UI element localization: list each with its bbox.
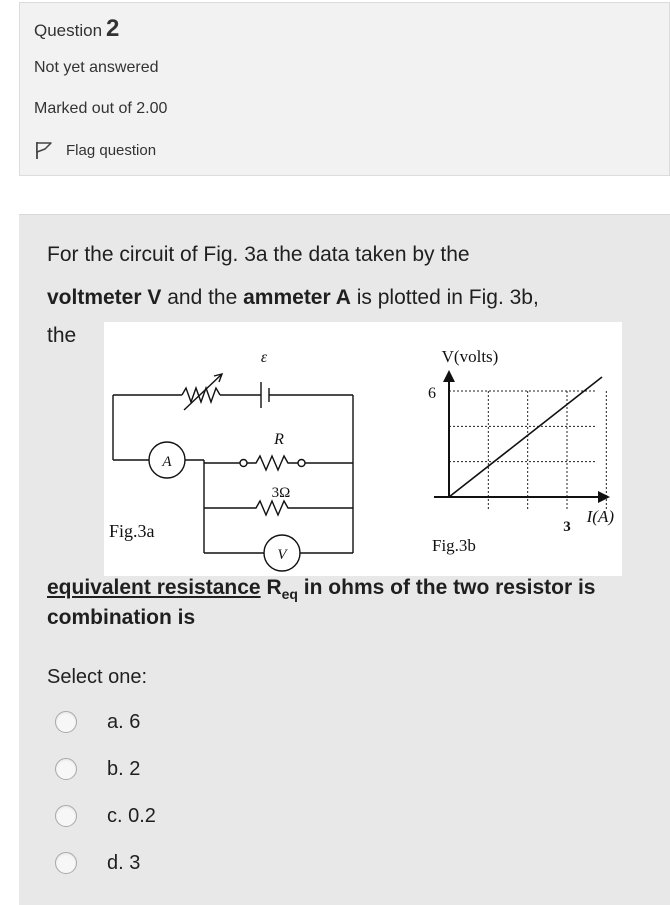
vi-graph <box>428 347 614 555</box>
option-label: c. 0.2 <box>107 804 156 827</box>
question-info-panel <box>19 2 670 176</box>
vi-line <box>449 377 602 497</box>
radio-button[interactable] <box>55 852 77 874</box>
radio-button[interactable] <box>55 758 77 780</box>
x-tick-label: 3 <box>563 519 571 535</box>
question-text-line-1: For the circuit of Fig. 3a the data taken by the <box>47 243 470 266</box>
question-label: Question <box>34 21 103 40</box>
option-d[interactable] <box>55 848 140 878</box>
option-a[interactable] <box>55 707 140 737</box>
three-ohm-label: 3Ω <box>271 485 291 501</box>
question-text-line-4: equivalent resistance $R_{eq}$ in ohms of the two resistor is <box>47 576 596 603</box>
radio-button[interactable] <box>55 805 77 827</box>
question-text-line-2: voltmeter V and the ammeter A is plotted in Fig. 3b, <box>47 286 539 309</box>
question-number: 2 <box>106 15 120 42</box>
fig-3b-caption: Fig.3b <box>432 536 476 555</box>
question-text-line-3: the <box>47 324 77 347</box>
fig-3a-caption: Fig.3a <box>109 521 155 541</box>
question-text-line-5: combination is <box>47 606 196 629</box>
option-label: d. 3 <box>107 851 141 874</box>
flag-icon <box>34 140 54 160</box>
terminal-left <box>240 460 247 467</box>
voltmeter-label: V <box>277 547 287 563</box>
option-label: a. 6 <box>107 710 141 733</box>
flag-question-label: Flag question <box>66 141 157 159</box>
emf-label: ε <box>260 349 268 366</box>
terminal-right <box>298 460 305 467</box>
question-marks: Marked out of 2.00 <box>34 100 168 117</box>
ammeter-label: A <box>162 454 172 470</box>
question-content <box>19 214 670 905</box>
select-one-prompt: Select one: <box>47 666 148 688</box>
circuit-figure <box>104 322 622 576</box>
option-label: b. 2 <box>107 757 141 780</box>
option-c[interactable] <box>55 801 156 831</box>
question-status: Not yet answered <box>34 59 159 76</box>
x-axis-arrow <box>598 491 610 503</box>
radio-button[interactable] <box>55 711 77 733</box>
y-axis-arrow <box>443 370 455 382</box>
y-axis-label: V(volts) <box>441 347 499 366</box>
flag-question-link[interactable] <box>34 140 156 160</box>
circuit-and-graph <box>104 322 622 576</box>
option-b[interactable] <box>55 754 140 784</box>
x-axis-label: I(A) <box>586 507 614 526</box>
question-heading <box>34 15 119 43</box>
resistor-r-label: R <box>274 431 284 448</box>
y-tick-label: 6 <box>428 385 436 402</box>
